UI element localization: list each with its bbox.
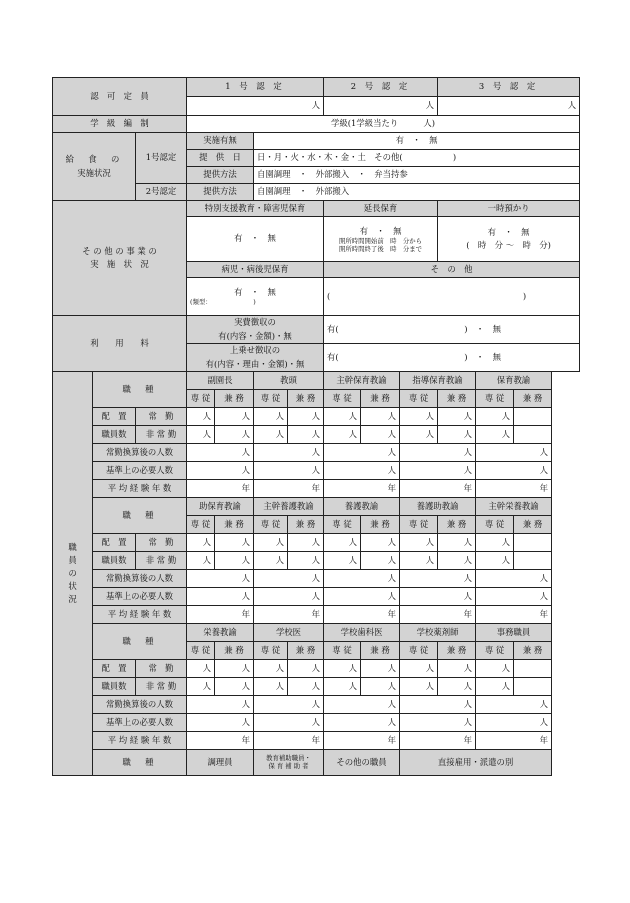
avg-experience-field[interactable]: 年: [324, 606, 400, 624]
concurrent-header: 兼 務: [514, 642, 552, 660]
concurrent-header: 兼 務: [288, 390, 324, 408]
staff-count-field[interactable]: 人: [324, 408, 361, 426]
fte-count-field[interactable]: 人: [476, 696, 552, 714]
staff-count-field[interactable]: 人: [187, 660, 215, 678]
meal-method-label: 提供方法: [187, 167, 254, 184]
role-header: 養護教諭: [324, 498, 400, 516]
avg-experience-field[interactable]: 年: [187, 606, 254, 624]
staff-count-field[interactable]: 人: [254, 426, 288, 444]
meal-implementation-field[interactable]: 有 ・ 無: [254, 133, 580, 150]
concurrent-header: 兼 務: [361, 390, 400, 408]
fte-count-label: 常勤換算後の人数: [93, 570, 187, 588]
staff-count-field[interactable]: 人: [400, 678, 438, 696]
fte-count-field[interactable]: 人: [400, 570, 476, 588]
required-count-field[interactable]: 人: [400, 462, 476, 480]
meal-service-label: 給 食 の 実施状況: [53, 133, 136, 201]
dedicated-header: 専 従: [254, 390, 288, 408]
role-header: 主幹栄養教諭: [476, 498, 552, 516]
staff-count-field[interactable]: 人: [438, 678, 476, 696]
staff-count-field[interactable]: 人: [187, 408, 215, 426]
job-type-label: 職 種: [93, 498, 187, 534]
staff-count-field[interactable]: 人: [215, 678, 254, 696]
avg-experience-field[interactable]: 年: [254, 606, 324, 624]
fte-count-field[interactable]: 人: [187, 570, 254, 588]
avg-experience-label: 平 均 経 験 年 数: [93, 606, 187, 624]
blank-cell: [514, 426, 552, 444]
concurrent-header: 兼 務: [288, 516, 324, 534]
fee-label: 利 用 料: [53, 316, 187, 372]
staff-count-field[interactable]: 人: [476, 408, 514, 426]
type3-capacity-field[interactable]: 人: [438, 97, 580, 116]
class-organization-label: 学 級 編 制: [53, 116, 187, 133]
concurrent-header: 兼 務: [361, 516, 400, 534]
dedicated-header: 専 従: [400, 390, 438, 408]
full-time-label: 常 勤: [136, 408, 187, 426]
cook-header: 調理員: [187, 750, 254, 776]
role-header: 主幹保育教諭: [324, 372, 400, 390]
staff-count-field[interactable]: 人: [288, 678, 324, 696]
role-header: 学校薬剤師: [400, 624, 476, 642]
concurrent-header: 兼 務: [514, 516, 552, 534]
staff-count-label: 職員数: [93, 678, 136, 696]
concurrent-header: 兼 務: [514, 390, 552, 408]
staff-count-field[interactable]: 人: [438, 408, 476, 426]
fte-count-field[interactable]: 人: [324, 696, 400, 714]
staff-count-field[interactable]: 人: [288, 534, 324, 552]
fte-count-field[interactable]: 人: [476, 444, 552, 462]
staff-count-field[interactable]: 人: [215, 660, 254, 678]
avg-experience-field[interactable]: 年: [187, 480, 254, 498]
dedicated-header: 専 従: [476, 516, 514, 534]
blank-cell: [514, 678, 552, 696]
avg-experience-label: 平 均 経 験 年 数: [93, 480, 187, 498]
required-count-field[interactable]: 人: [187, 462, 254, 480]
role-header: 事務職員: [476, 624, 552, 642]
concurrent-header: 兼 務: [361, 642, 400, 660]
concurrent-header: 兼 務: [288, 642, 324, 660]
staff-count-field[interactable]: 人: [476, 660, 514, 678]
facility-form-table: [52, 77, 580, 776]
required-count-label: 基準上の必要人数: [93, 714, 187, 732]
concurrent-header: 兼 務: [438, 516, 476, 534]
role-header: 教頭: [254, 372, 324, 390]
part-time-label: 非 常 勤: [136, 552, 187, 570]
meal-method-field-type2[interactable]: 自園調理 ・ 外部搬入: [254, 184, 580, 201]
class-organization-field[interactable]: 学級(1学級当たり 人): [187, 116, 580, 133]
extended-care-header: 延長保育: [324, 201, 438, 217]
role-header: 主幹養護教諭: [254, 498, 324, 516]
fte-count-field[interactable]: 人: [400, 444, 476, 462]
avg-experience-field[interactable]: 年: [400, 732, 476, 750]
part-time-label: 非 常 勤: [136, 426, 187, 444]
staff-count-field[interactable]: 人: [438, 660, 476, 678]
fte-count-label: 常勤換算後の人数: [93, 696, 187, 714]
staff-count-field[interactable]: 人: [215, 552, 254, 570]
extended-care-field[interactable]: 有 ・ 無 開所時間開始前 時 分から 開所時間終了後 時 分まで: [324, 217, 438, 262]
staff-count-field[interactable]: 人: [476, 426, 514, 444]
fte-count-field[interactable]: 人: [254, 444, 324, 462]
dedicated-header: 専 従: [254, 516, 288, 534]
staff-count-field[interactable]: 人: [400, 534, 438, 552]
required-count-label: 基準上の必要人数: [93, 588, 187, 606]
required-count-field[interactable]: 人: [324, 588, 400, 606]
actual-cost-field[interactable]: 有( ) ・ 無: [324, 316, 580, 344]
role-header: 学校歯科医: [324, 624, 400, 642]
type1-capacity-field[interactable]: 人: [187, 97, 324, 116]
required-count-field[interactable]: 人: [254, 714, 324, 732]
required-count-label: 基準上の必要人数: [93, 462, 187, 480]
required-count-field[interactable]: 人: [476, 588, 552, 606]
avg-experience-field[interactable]: 年: [254, 480, 324, 498]
concurrent-header: 兼 務: [215, 642, 254, 660]
role-header: 栄養教諭: [187, 624, 254, 642]
job-type-label: 職 種: [93, 624, 187, 660]
blank-cell: [514, 552, 552, 570]
fte-count-field[interactable]: 人: [187, 696, 254, 714]
full-time-label: 常 勤: [136, 534, 187, 552]
required-count-field[interactable]: 人: [400, 588, 476, 606]
assignment-label: 配 置: [93, 660, 136, 678]
special-support-field[interactable]: 有 ・ 無: [187, 217, 324, 262]
other-staff-header: その他の職員: [324, 750, 400, 776]
staff-count-field[interactable]: 人: [324, 534, 361, 552]
special-support-header: 特別支援教育・障害児保育: [187, 201, 324, 217]
required-count-field[interactable]: 人: [187, 588, 254, 606]
dedicated-header: 専 従: [324, 642, 361, 660]
fte-count-field[interactable]: 人: [324, 570, 400, 588]
staff-count-field[interactable]: 人: [254, 534, 288, 552]
fte-count-field[interactable]: 人: [254, 696, 324, 714]
other-services-label: そ の 他 の 事 業 の 実 施 状 況: [53, 201, 187, 316]
fte-count-field[interactable]: 人: [476, 570, 552, 588]
staff-count-field[interactable]: 人: [476, 552, 514, 570]
staff-count-field[interactable]: 人: [324, 660, 361, 678]
dedicated-header: 専 従: [476, 390, 514, 408]
type1-meal-label: 1号認定: [136, 133, 187, 184]
full-time-label: 常 勤: [136, 660, 187, 678]
dedicated-header: 専 従: [400, 516, 438, 534]
staff-count-field[interactable]: 人: [400, 426, 438, 444]
staff-count-field[interactable]: 人: [324, 678, 361, 696]
avg-experience-field[interactable]: 年: [254, 732, 324, 750]
avg-experience-field[interactable]: 年: [476, 480, 552, 498]
job-type-label: 職 種: [93, 372, 187, 408]
staff-count-field[interactable]: 人: [288, 408, 324, 426]
fte-count-field[interactable]: 人: [324, 444, 400, 462]
required-count-field[interactable]: 人: [400, 714, 476, 732]
concurrent-header: 兼 務: [215, 516, 254, 534]
staff-count-field[interactable]: 人: [361, 534, 400, 552]
assistant-staff-header: 教育補助職員・ 保 育 補 助 者: [254, 750, 324, 776]
staff-count-field[interactable]: 人: [438, 534, 476, 552]
role-header: 助保育教諭: [187, 498, 254, 516]
avg-experience-field[interactable]: 年: [476, 606, 552, 624]
temporary-care-header: 一時預かり: [438, 201, 580, 217]
staff-count-field[interactable]: 人: [187, 552, 215, 570]
dedicated-header: 専 従: [187, 642, 215, 660]
role-header: 指導保育教諭: [400, 372, 476, 390]
concurrent-header: 兼 務: [438, 390, 476, 408]
avg-experience-field[interactable]: 年: [324, 480, 400, 498]
surcharge-label: 上乗せ徴収の 有(内容・理由・金額)・無: [187, 344, 324, 372]
dedicated-header: 専 従: [254, 642, 288, 660]
concurrent-header: 兼 務: [438, 642, 476, 660]
dedicated-header: 専 従: [476, 642, 514, 660]
avg-experience-field[interactable]: 年: [187, 732, 254, 750]
staff-count-field[interactable]: 人: [254, 552, 288, 570]
other-field[interactable]: ( ): [324, 278, 580, 316]
staff-count-field[interactable]: 人: [254, 678, 288, 696]
fte-count-field[interactable]: 人: [400, 696, 476, 714]
staff-count-field[interactable]: 人: [438, 426, 476, 444]
job-type-label: 職 種: [93, 750, 187, 776]
staff-count-field[interactable]: 人: [361, 660, 400, 678]
concurrent-header: 兼 務: [215, 390, 254, 408]
avg-experience-field[interactable]: 年: [400, 606, 476, 624]
meal-implementation-label: 実施有無: [187, 133, 254, 150]
dedicated-header: 専 従: [400, 642, 438, 660]
assignment-label: 配 置: [93, 408, 136, 426]
meal-days-field[interactable]: 日・月・火・水・木・金・土 その他( ): [254, 150, 580, 167]
meal-days-label: 提 供 日: [187, 150, 254, 167]
dedicated-header: 専 従: [187, 390, 215, 408]
capacity-label: 認 可 定 員: [53, 78, 187, 116]
part-time-label: 非 常 勤: [136, 678, 187, 696]
role-header: 学校医: [254, 624, 324, 642]
dedicated-header: 専 従: [324, 516, 361, 534]
staff-count-label: 職員数: [93, 426, 136, 444]
avg-experience-label: 平 均 経 験 年 数: [93, 732, 187, 750]
meal-method-field-type1[interactable]: 自園調理 ・ 外部搬入 ・ 弁当持参: [254, 167, 580, 184]
required-count-field[interactable]: 人: [254, 588, 324, 606]
blank-cell: [514, 534, 552, 552]
staff-count-field[interactable]: 人: [187, 534, 215, 552]
staff-count-field[interactable]: 人: [215, 534, 254, 552]
required-count-field[interactable]: 人: [254, 462, 324, 480]
role-header: 副園長: [187, 372, 254, 390]
meal-method-label-type2: 提供方法: [187, 184, 254, 201]
type2-capacity-field[interactable]: 人: [324, 97, 438, 116]
staff-count-field[interactable]: 人: [187, 426, 215, 444]
assignment-label: 配 置: [93, 534, 136, 552]
staff-count-field[interactable]: 人: [324, 552, 361, 570]
other-header: そ の 他: [324, 262, 580, 278]
staff-count-field[interactable]: 人: [215, 426, 254, 444]
avg-experience-field[interactable]: 年: [400, 480, 476, 498]
staff-count-field[interactable]: 人: [438, 552, 476, 570]
blank-cell: [514, 408, 552, 426]
type2-header: 2 号 認 定: [324, 78, 438, 97]
temporary-care-field[interactable]: 有 ・ 無 ( 時 分 ～ 時 分): [438, 217, 580, 262]
staff-count-field[interactable]: 人: [254, 660, 288, 678]
fte-count-field[interactable]: 人: [187, 444, 254, 462]
staff-count-field[interactable]: 人: [324, 426, 361, 444]
staff-count-field[interactable]: 人: [254, 408, 288, 426]
employment-type-header: 直接雇用・派遣の別: [400, 750, 552, 776]
sick-child-care-field[interactable]: 有 ・ 無 (類型： ): [187, 278, 324, 316]
staff-count-field[interactable]: 人: [288, 426, 324, 444]
staff-count-field[interactable]: 人: [187, 678, 215, 696]
dedicated-header: 専 従: [324, 390, 361, 408]
staff-count-label: 職員数: [93, 552, 136, 570]
staff-count-field[interactable]: 人: [361, 408, 400, 426]
role-header: 養護助教諭: [400, 498, 476, 516]
required-count-field[interactable]: 人: [476, 462, 552, 480]
required-count-field[interactable]: 人: [324, 714, 400, 732]
staff-status-label: 職 員 の 状 況: [53, 372, 93, 776]
staff-count-field[interactable]: 人: [476, 534, 514, 552]
actual-cost-label: 実費徴収の 有(内容・金額)・無: [187, 316, 324, 344]
staff-count-field[interactable]: 人: [476, 678, 514, 696]
staff-count-field[interactable]: 人: [361, 552, 400, 570]
required-count-field[interactable]: 人: [187, 714, 254, 732]
staff-count-field[interactable]: 人: [361, 678, 400, 696]
role-header: 保育教諭: [476, 372, 552, 390]
type3-header: 3 号 認 定: [438, 78, 580, 97]
staff-count-field[interactable]: 人: [400, 408, 438, 426]
avg-experience-field[interactable]: 年: [324, 732, 400, 750]
required-count-field[interactable]: 人: [324, 462, 400, 480]
blank-cell: [514, 660, 552, 678]
staff-count-field[interactable]: 人: [400, 660, 438, 678]
surcharge-field[interactable]: 有( ) ・ 無: [324, 344, 580, 372]
dedicated-header: 専 従: [187, 516, 215, 534]
staff-count-field[interactable]: 人: [400, 552, 438, 570]
avg-experience-field[interactable]: 年: [476, 732, 552, 750]
fte-count-label: 常勤換算後の人数: [93, 444, 187, 462]
required-count-field[interactable]: 人: [476, 714, 552, 732]
fte-count-field[interactable]: 人: [254, 570, 324, 588]
type1-header: 1 号 認 定: [187, 78, 324, 97]
staff-count-field[interactable]: 人: [288, 660, 324, 678]
staff-count-field[interactable]: 人: [361, 426, 400, 444]
staff-count-field[interactable]: 人: [288, 552, 324, 570]
type2-meal-label: 2号認定: [136, 184, 187, 201]
application-form-sheet: [52, 77, 579, 776]
sick-child-care-header: 病児・病後児保育: [187, 262, 324, 278]
staff-count-field[interactable]: 人: [215, 408, 254, 426]
